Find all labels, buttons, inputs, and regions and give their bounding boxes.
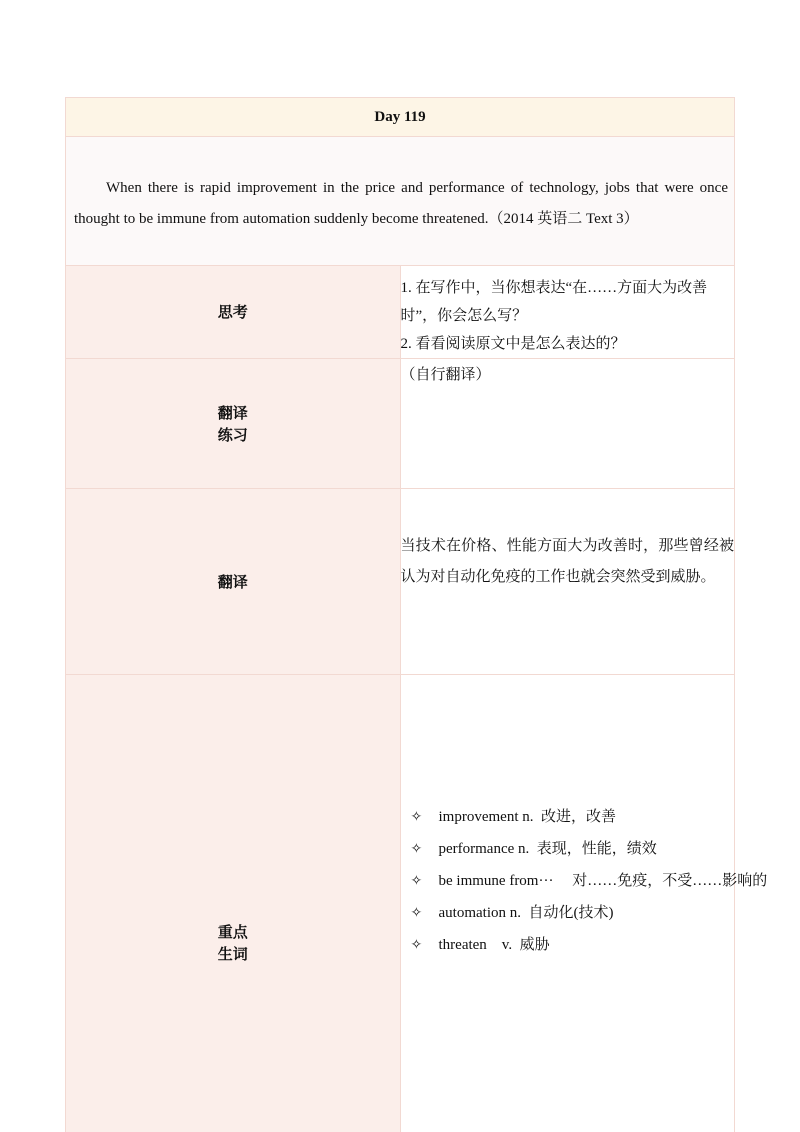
vocabulary-content bbox=[400, 675, 768, 1132]
practice-label bbox=[66, 359, 401, 489]
translation-row bbox=[66, 489, 735, 675]
thinking-content bbox=[400, 266, 735, 359]
diamond-bullet-icon: ✧ bbox=[410, 809, 423, 825]
practice-placeholder: （自行翻译） bbox=[400, 367, 491, 383]
vocab-item-text: automation n. 自动化(技术) bbox=[438, 905, 614, 921]
vocab-item bbox=[411, 801, 735, 833]
title-row bbox=[66, 98, 735, 137]
vocabulary-label bbox=[66, 675, 401, 1132]
vocab-item-text: threaten v. 威胁 bbox=[438, 937, 550, 953]
vocab-item bbox=[410, 865, 768, 897]
day-title: Day 119 bbox=[66, 98, 735, 137]
practice-label-line-2: 练习 bbox=[217, 425, 248, 444]
vocab-item bbox=[411, 833, 735, 865]
sentence-cell bbox=[66, 137, 735, 266]
translation-text: 当技术在价格、性能方面大为改善时，那些曾经被认为对自动化免疫的工作也就会突然受到威胁。 bbox=[400, 538, 734, 585]
vocab-item bbox=[411, 929, 735, 961]
thinking-question-1: 1. 在写作中，当你想表达“在……方面大为改善时”，你会怎么写？ bbox=[400, 280, 708, 324]
practice-row bbox=[66, 359, 735, 489]
source-sentence: When there is rapid improvement in the price and performance of technology, jobs that were once thought to be immune from automation suddenly become threatened.（2014 英语二 Text 3） bbox=[74, 180, 728, 227]
vocabulary-label-line-2: 生词 bbox=[217, 944, 248, 963]
diamond-bullet-icon: ✧ bbox=[410, 937, 423, 953]
diamond-bullet-icon: ✧ bbox=[410, 841, 423, 857]
diamond-bullet-icon: ✧ bbox=[410, 873, 423, 889]
sentence-row bbox=[66, 137, 735, 266]
vocab-item-text: be immune from··· 对……免疫，不受……影响的 bbox=[438, 873, 768, 889]
thinking-row bbox=[66, 266, 735, 359]
vocab-item bbox=[411, 897, 735, 929]
vocabulary-label-line-1: 重点 bbox=[217, 922, 248, 941]
vocabulary-list bbox=[410, 801, 768, 961]
vocabulary-row bbox=[66, 675, 735, 1132]
diamond-bullet-icon: ✧ bbox=[410, 905, 423, 921]
practice-label-line-1: 翻译 bbox=[217, 403, 248, 422]
vocab-item-text: improvement n. 改进，改善 bbox=[438, 809, 616, 825]
study-card-table bbox=[65, 97, 768, 1132]
thinking-question-2: 2. 看看阅读原文中是怎么表达的？ bbox=[400, 336, 626, 352]
vocab-item-text: performance n. 表现，性能，绩效 bbox=[438, 841, 657, 857]
translation-label: 翻译 bbox=[66, 489, 401, 675]
translation-content bbox=[400, 489, 735, 675]
thinking-label: 思考 bbox=[66, 266, 401, 359]
practice-content bbox=[400, 359, 735, 489]
